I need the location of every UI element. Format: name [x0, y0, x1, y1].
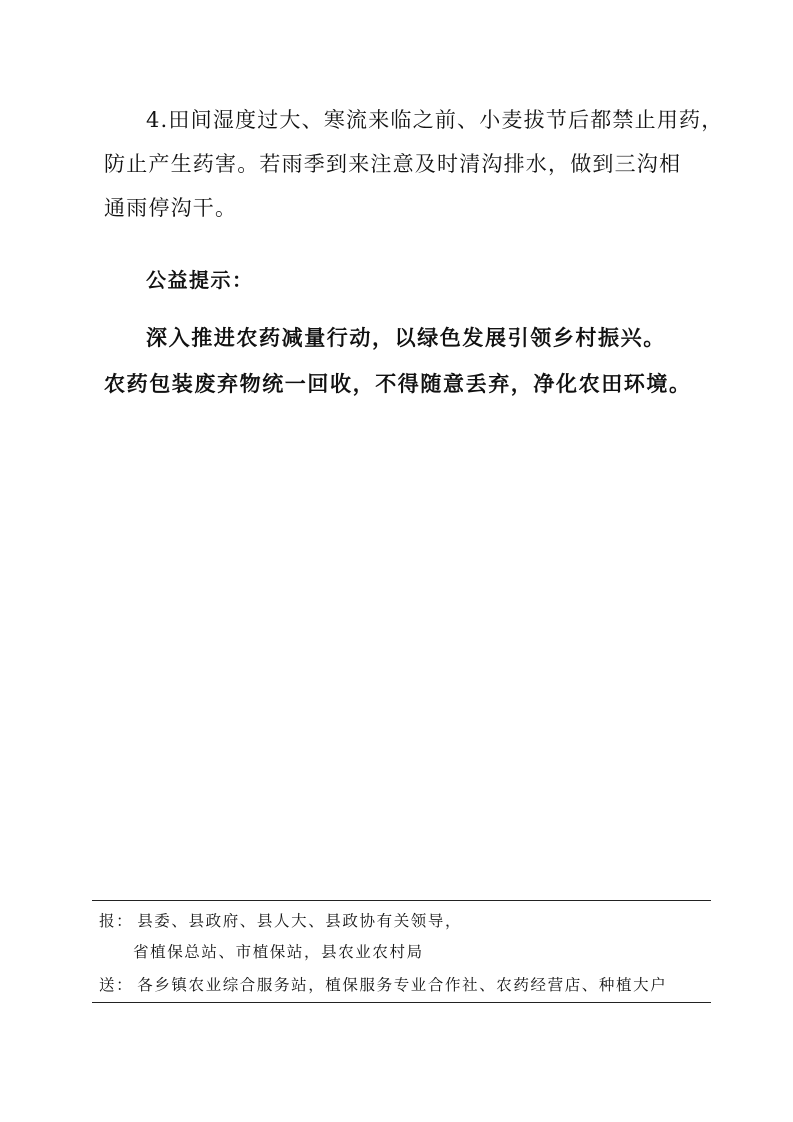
report-recipients-1: 县委、县政府、县人大、县政协有关领导，	[137, 912, 463, 930]
item-4-line-3: 通雨停沟干。	[104, 196, 238, 220]
send-to-line	[99, 973, 667, 995]
send-recipients: 各乡镇农业综合服务站，植保服务专业合作社、农药经营店、种植大户	[137, 976, 668, 994]
item-4-line-2: 防止产生药害。若雨季到来注意及时清沟排水，做到三沟相	[104, 152, 682, 176]
report-label: 报：	[99, 912, 134, 930]
send-label: 送：	[99, 976, 134, 994]
item-4-line-1: 4.田间湿度过大、寒流来临之前、小麦拔节后都禁止用药，	[146, 108, 724, 132]
report-to-line-2: 省植保总站、市植保站，县农业农村局	[133, 943, 424, 961]
public-tip-heading: 公益提示：	[146, 268, 254, 292]
distribution-bottom-rule	[92, 1002, 711, 1003]
distribution-top-rule	[92, 900, 711, 901]
report-to-line-1	[99, 909, 462, 931]
public-tip-line-1: 深入推进农药减量行动，以绿色发展引领乡村振兴。	[146, 326, 666, 350]
public-tip-line-2: 农药包装废弃物统一回收，不得随意丢弃，净化农田环境。	[104, 372, 692, 396]
